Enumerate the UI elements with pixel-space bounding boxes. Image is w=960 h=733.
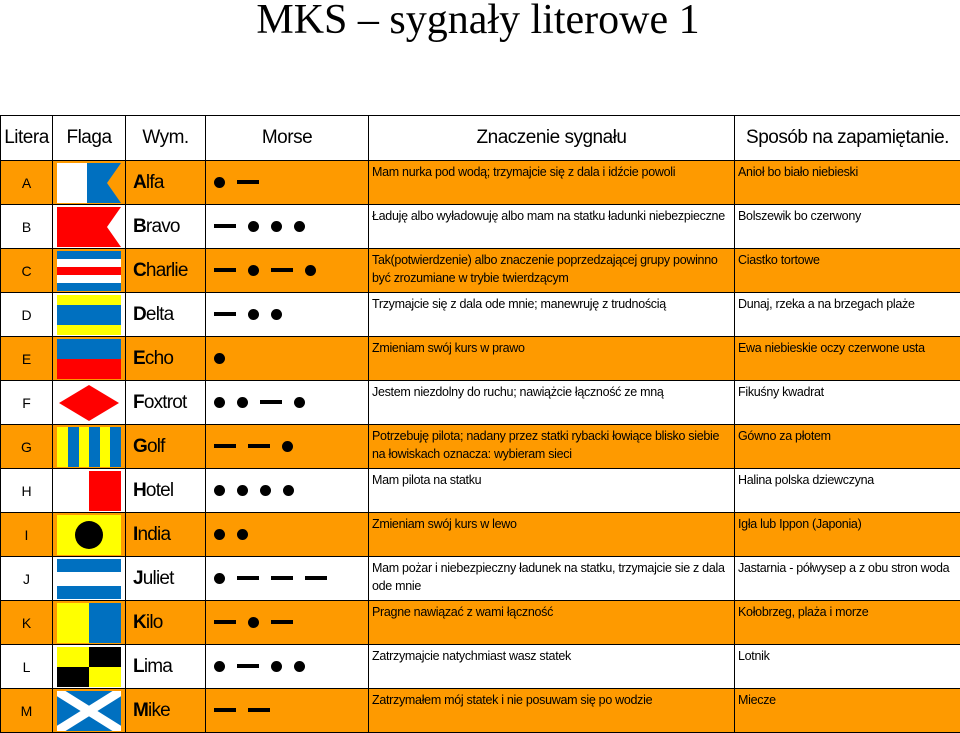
meaning-cell: Mam pilota na statku (369, 469, 735, 513)
mnemonic-cell: Anioł bo biało niebieski (735, 161, 960, 205)
pronunciation-rest: ndia (137, 524, 170, 545)
pronunciation-cell (126, 689, 206, 733)
morse-dot (237, 529, 248, 540)
letter-label: F (22, 395, 31, 411)
morse-dot (271, 221, 282, 232)
flag-cell (53, 381, 126, 425)
pronunciation-rest: ike (148, 700, 170, 721)
pronunciation-rest: ravo (146, 216, 180, 237)
letter-cell (1, 513, 53, 557)
morse-dash (214, 312, 236, 316)
page-title: MKS – sygnały literowe 1 (0, 0, 960, 46)
morse-dash (248, 708, 270, 712)
morse-cell (206, 205, 369, 249)
header-row (1, 116, 960, 161)
pronunciation-initial: F (133, 392, 144, 413)
morse-dot (237, 485, 248, 496)
morse-dash (214, 224, 236, 228)
pronunciation-cell (126, 469, 206, 513)
pronunciation-rest: elta (146, 304, 173, 325)
meaning-cell: Pragne nawiązać z wami łączność (369, 601, 735, 645)
morse-dot (248, 265, 259, 276)
pronunciation-rest: harlie (146, 260, 188, 281)
flag-j-icon (57, 559, 121, 599)
letter-cell (1, 469, 53, 513)
morse-dot (271, 661, 282, 672)
morse-dash (271, 268, 293, 272)
flag-cell (53, 337, 126, 381)
morse-dash (237, 576, 259, 580)
pronunciation-rest: oxtrot (144, 392, 187, 413)
mnemonic-cell: Lotnik (735, 645, 960, 689)
meaning-cell: Trzymajcie się z dala ode mnie; manewruję z trudnością (369, 293, 735, 337)
pronunciation-cell (126, 205, 206, 249)
pronunciation-initial: J (133, 568, 143, 589)
signal-row-g (1, 425, 960, 469)
morse-dot (271, 309, 282, 320)
pronunciation-cell (126, 645, 206, 689)
pronunciation-cell (126, 161, 206, 205)
morse-dot (260, 485, 271, 496)
letter-label: C (21, 263, 31, 279)
letter-label: B (22, 219, 31, 235)
flag-cell (53, 205, 126, 249)
flag-e-icon (57, 339, 121, 379)
morse-dot (248, 309, 259, 320)
meaning-cell: Zatrzymajcie natychmiast wasz statek (369, 645, 735, 689)
flag-cell (53, 513, 126, 557)
header-morse: Morse (206, 116, 369, 161)
letter-cell (1, 557, 53, 601)
letter-label: J (23, 571, 30, 587)
header-wym: Wym. (126, 116, 206, 161)
flag-cell (53, 601, 126, 645)
letter-cell (1, 645, 53, 689)
letter-label: G (21, 439, 32, 455)
morse-dash (237, 664, 259, 668)
meaning-cell: Tak(potwierdzenie) albo znaczenie poprzedzającej grupy powinno być zrozumiane w trybie twierdzącym (369, 249, 735, 293)
signal-table (0, 115, 960, 733)
flag-b-icon (57, 207, 121, 247)
flag-l-icon (57, 647, 121, 687)
morse-dot (248, 221, 259, 232)
mnemonic-cell: Ciastko tortowe (735, 249, 960, 293)
morse-dash (271, 620, 293, 624)
letter-label: A (22, 175, 31, 191)
mnemonic-cell: Jastarnia - półwysep a z obu stron woda (735, 557, 960, 601)
morse-dot (214, 177, 225, 188)
header-znaczenie: Znaczenie sygnału (369, 116, 735, 161)
pronunciation-rest: ilo (146, 612, 163, 633)
meaning-cell: Ładuję albo wyładowuję albo mam na statku ładunki niebezpieczne (369, 205, 735, 249)
letter-cell (1, 161, 53, 205)
morse-cell (206, 469, 369, 513)
letter-label: I (25, 527, 29, 543)
pronunciation-rest: otel (146, 480, 173, 501)
signal-row-j (1, 557, 960, 601)
pronunciation-rest: ima (144, 656, 172, 677)
pronunciation-initial: M (133, 700, 148, 721)
flag-f-icon (57, 383, 121, 423)
morse-dot (237, 397, 248, 408)
mnemonic-cell: Fikuśny kwadrat (735, 381, 960, 425)
signal-row-c (1, 249, 960, 293)
letter-cell (1, 205, 53, 249)
pronunciation-cell (126, 293, 206, 337)
signal-row-i (1, 513, 960, 557)
letter-cell (1, 293, 53, 337)
morse-cell (206, 601, 369, 645)
flag-cell (53, 557, 126, 601)
signal-row-l (1, 645, 960, 689)
morse-dash (214, 444, 236, 448)
flag-m-icon (57, 691, 121, 731)
mnemonic-cell: Kołobrzeg, plaża i morze (735, 601, 960, 645)
morse-dash (248, 444, 270, 448)
morse-dot (214, 661, 225, 672)
header-sposob: Sposób na zapamiętanie. (735, 116, 960, 161)
mnemonic-cell: Bolszewik bo czerwony (735, 205, 960, 249)
morse-dash (214, 620, 236, 624)
morse-cell (206, 337, 369, 381)
flag-cell (53, 161, 126, 205)
pronunciation-cell (126, 601, 206, 645)
morse-cell (206, 557, 369, 601)
morse-dot (294, 661, 305, 672)
morse-cell (206, 381, 369, 425)
mnemonic-cell: Ewa niebieskie oczy czerwone usta (735, 337, 960, 381)
mnemonic-cell: Miecze (735, 689, 960, 733)
morse-cell (206, 161, 369, 205)
flag-g-icon (57, 427, 121, 467)
flag-i-icon (57, 515, 121, 555)
pronunciation-cell (126, 557, 206, 601)
pronunciation-initial: C (133, 260, 146, 281)
pronunciation-cell (126, 381, 206, 425)
signal-row-a (1, 161, 960, 205)
letter-label: L (23, 659, 31, 675)
meaning-cell: Zmieniam swój kurs w prawo (369, 337, 735, 381)
morse-dash (237, 180, 259, 184)
mnemonic-cell: Igła lub Ippon (Japonia) (735, 513, 960, 557)
pronunciation-cell (126, 337, 206, 381)
morse-cell (206, 645, 369, 689)
mnemonic-cell: Dunaj, rzeka a na brzegach plaże (735, 293, 960, 337)
morse-dot (248, 617, 259, 628)
flag-cell (53, 469, 126, 513)
pronunciation-cell (126, 425, 206, 469)
morse-cell (206, 293, 369, 337)
signal-row-d (1, 293, 960, 337)
pronunciation-cell (126, 249, 206, 293)
morse-dot (283, 485, 294, 496)
letter-label: K (22, 615, 31, 631)
header-flaga: Flaga (53, 116, 126, 161)
morse-dot (214, 353, 225, 364)
morse-dot (294, 221, 305, 232)
letter-cell (1, 689, 53, 733)
letter-cell (1, 381, 53, 425)
morse-dot (214, 397, 225, 408)
pronunciation-rest: cho (145, 348, 173, 369)
morse-dash (305, 576, 327, 580)
pronunciation-initial: A (133, 172, 146, 193)
pronunciation-initial: B (133, 216, 146, 237)
flag-h-icon (57, 471, 121, 511)
pronunciation-initial: L (133, 656, 144, 677)
morse-dot (282, 441, 293, 452)
flag-cell (53, 425, 126, 469)
flag-cell (53, 689, 126, 733)
morse-dot (214, 573, 225, 584)
letter-cell (1, 337, 53, 381)
morse-dot (294, 397, 305, 408)
flag-k-icon (57, 603, 121, 643)
signal-row-k (1, 601, 960, 645)
flag-cell (53, 249, 126, 293)
meaning-cell: Zmieniam swój kurs w lewo (369, 513, 735, 557)
letter-label: E (22, 351, 31, 367)
morse-dash (271, 576, 293, 580)
morse-cell (206, 249, 369, 293)
meaning-cell: Mam pożar i niebezpieczny ładunek na statku, trzymajcie sie z dala ode mnie (369, 557, 735, 601)
pronunciation-initial: D (133, 304, 146, 325)
morse-dot (214, 485, 225, 496)
signal-row-b (1, 205, 960, 249)
flag-cell (53, 293, 126, 337)
pronunciation-initial: E (133, 348, 145, 369)
meaning-cell: Mam nurka pod wodą; trzymajcie się z dala i idźcie powoli (369, 161, 735, 205)
mnemonic-cell: Halina polska dziewczyna (735, 469, 960, 513)
morse-dash (214, 268, 236, 272)
meaning-cell: Zatrzymałem mój statek i nie posuwam się po wodzie (369, 689, 735, 733)
signal-row-e (1, 337, 960, 381)
morse-dot (305, 265, 316, 276)
flag-cell (53, 645, 126, 689)
pronunciation-initial: G (133, 436, 147, 457)
morse-dash (214, 708, 236, 712)
letter-cell (1, 249, 53, 293)
flag-d-icon (57, 295, 121, 335)
signal-row-h (1, 469, 960, 513)
letter-cell (1, 425, 53, 469)
header-litera: Litera (1, 116, 53, 161)
signal-row-m (1, 689, 960, 733)
pronunciation-initial: H (133, 480, 146, 501)
pronunciation-cell (126, 513, 206, 557)
signal-row-f (1, 381, 960, 425)
morse-cell (206, 513, 369, 557)
letter-label: M (21, 703, 33, 719)
letter-label: D (21, 307, 31, 323)
pronunciation-rest: olf (147, 436, 165, 457)
morse-cell (206, 689, 369, 733)
flag-c-icon (57, 251, 121, 291)
meaning-cell: Potrzebuję pilota; nadany przez statki rybacki łowiące blisko siebie na łowiskach oznacza: wybieram sieci (369, 425, 735, 469)
meaning-cell: Jestem niezdolny do ruchu; nawiążcie łączność ze mną (369, 381, 735, 425)
pronunciation-initial: K (133, 612, 146, 633)
letter-cell (1, 601, 53, 645)
morse-cell (206, 425, 369, 469)
morse-dot (214, 529, 225, 540)
pronunciation-initial: I (133, 524, 137, 545)
pronunciation-rest: lfa (146, 172, 164, 193)
letter-label: H (21, 483, 31, 499)
flag-a-icon (57, 163, 121, 203)
mnemonic-cell: Gówno za płotem (735, 425, 960, 469)
morse-dash (260, 400, 282, 404)
pronunciation-rest: uliet (143, 568, 174, 589)
